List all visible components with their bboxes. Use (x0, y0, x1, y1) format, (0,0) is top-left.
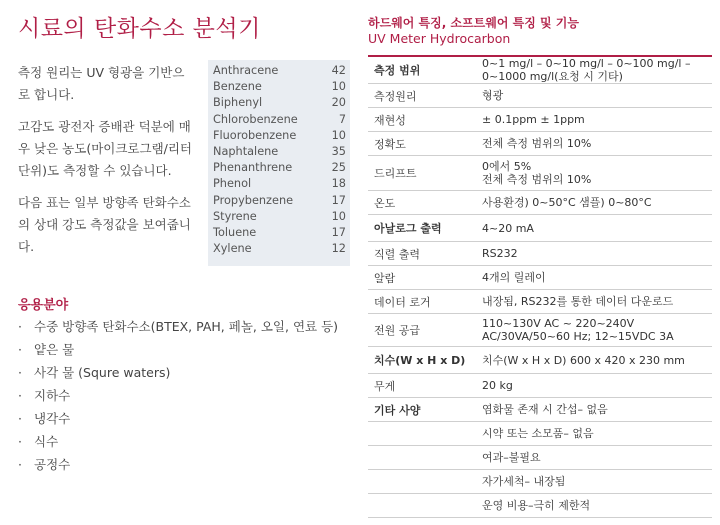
list-item (18, 386, 338, 409)
spec-value: 여과–불필요 (482, 451, 541, 464)
compound-intensity: 35 (331, 145, 346, 159)
bullet-icon: · (18, 342, 22, 357)
intensity-table (208, 60, 350, 266)
applications-title: 응용분야 (18, 298, 69, 313)
table-row (368, 470, 712, 494)
intensity-row (208, 128, 350, 144)
table-row (368, 266, 712, 290)
bullet-icon: · (18, 319, 22, 334)
table-row (368, 84, 712, 108)
intensity-row (208, 193, 350, 209)
intensity-row (208, 225, 350, 241)
intensity-row (208, 63, 350, 79)
spec-value: 0에서 5% 전체 측정 범위의 10% (482, 160, 592, 186)
applications-list (18, 317, 338, 478)
application-label: 얕은 물 (34, 342, 75, 357)
list-item (18, 409, 338, 432)
intro-paragraph: 측정 원리는 UV 형광을 기반으로 합니다. (18, 65, 185, 102)
page-title: 시료의 탄화수소 분석기 (18, 16, 261, 42)
spec-title: 하드웨어 특징, 소프트웨어 특징 및 기능 (368, 16, 579, 30)
compound-name: Chlorobenzene (213, 112, 298, 126)
table-row (368, 132, 712, 156)
spec-key: 아날로그 출력 (374, 222, 442, 235)
spec-value: 치수(W x H x D) 600 x 420 x 230 mm (482, 353, 685, 367)
spec-key: 온도 (374, 196, 396, 210)
spec-value: 내장됨, RS232를 통한 데이터 다운로드 (482, 295, 674, 308)
compound-name: Phenol (213, 177, 252, 191)
application-label: 수중 방향족 탄화수소(BTEX, PAH, 페놀, 오일, 연료 등) (34, 319, 339, 334)
compound-intensity: 25 (331, 161, 346, 175)
list-item (18, 317, 338, 340)
list-item (18, 455, 338, 478)
spec-value: RS232 (482, 247, 518, 260)
compound-name: Biphenyl (213, 96, 263, 110)
compound-intensity: 10 (331, 209, 346, 223)
spec-value: ± 0.1ppm ± 1ppm (482, 113, 585, 126)
compound-name: Anthracene (213, 64, 279, 77)
compound-name: Xylene (213, 242, 252, 256)
compound-intensity: 7 (338, 112, 346, 126)
spec-value: 형광 (482, 89, 504, 102)
spec-value: 20 kg (482, 379, 513, 392)
compound-intensity: 17 (331, 226, 346, 240)
table-row (368, 156, 712, 191)
bullet-icon: · (18, 388, 22, 403)
spec-value: 0~1 mg/l – 0~10 mg/l – 0~100 mg/l – 0~1000 mg/l(요청 시 기타) (482, 57, 691, 83)
table-row (368, 290, 712, 314)
compound-name: Fluorobenzene (213, 128, 297, 142)
bullet-icon: · (18, 434, 22, 449)
table-row (368, 446, 712, 470)
spec-subtitle: UV Meter Hydrocarbon (368, 31, 511, 46)
table-row (368, 374, 712, 398)
compound-intensity: 42 (331, 64, 346, 77)
intensity-row (208, 160, 350, 176)
application-label: 지하수 (34, 388, 71, 403)
table-row (368, 191, 712, 215)
compound-intensity: 12 (331, 242, 346, 256)
compound-intensity: 10 (331, 128, 346, 142)
compound-name: Naphtalene (213, 145, 279, 159)
spec-value: 시약 또는 소모품– 없음 (482, 427, 594, 440)
spec-key: 기타 사양 (374, 403, 421, 417)
table-row (368, 347, 712, 374)
intro-paragraph: 다음 표는 일부 방향족 탄화수소의 상대 강도 측정값을 보여줍니다. (18, 195, 191, 254)
table-row (368, 55, 712, 84)
intensity-row (208, 112, 350, 128)
list-item (18, 432, 338, 455)
table-row (368, 215, 712, 242)
compound-name: Styrene (213, 209, 257, 223)
application-label: 공정수 (34, 457, 71, 472)
table-row (368, 314, 712, 347)
spec-key: 드리프트 (374, 167, 417, 180)
spec-key: 치수(W x H x D) (374, 354, 466, 367)
table-row (368, 422, 712, 446)
spec-key: 정확도 (374, 137, 406, 151)
compound-intensity: 18 (331, 177, 346, 191)
intensity-row (208, 79, 350, 95)
intro-text (18, 62, 196, 268)
spec-key: 데이터 로거 (374, 295, 431, 309)
spec-value: 4~20 mA (482, 221, 534, 235)
spec-value: 자가세척– 내장됨 (482, 475, 566, 488)
intensity-row (208, 144, 350, 160)
compound-name: Toluene (213, 226, 257, 240)
spec-value: 110~130V AC ~ 220~240V AC/30VA/50~60 Hz; 12~15VDC 3A (482, 317, 674, 343)
spec-value: 4개의 릴레이 (482, 271, 546, 284)
spec-key: 직렬 출력 (374, 247, 421, 261)
spec-value: 사용환경) 0~50°C 샘플) 0~80°C (482, 196, 652, 209)
table-row (368, 242, 712, 266)
bullet-icon: · (18, 411, 22, 426)
intensity-row (208, 209, 350, 225)
bullet-icon: · (18, 365, 22, 380)
compound-intensity: 10 (331, 80, 346, 94)
spec-value: 염화물 존재 시 간섭– 없음 (482, 403, 608, 416)
compound-intensity: 17 (331, 193, 346, 207)
spec-table (368, 55, 712, 518)
bullet-icon: · (18, 457, 22, 472)
spec-value: 전체 측정 범위의 10% (482, 137, 592, 150)
list-item (18, 363, 338, 386)
list-item (18, 340, 338, 363)
intensity-row (208, 95, 350, 111)
spec-key: 측정 범위 (374, 64, 421, 77)
table-row (368, 108, 712, 132)
compound-name: Phenanthrene (213, 161, 293, 175)
table-row (368, 398, 712, 422)
table-row (368, 494, 712, 518)
application-label: 사각 물 (Squre waters) (34, 365, 171, 380)
intro-paragraph: 고감도 광전자 증배관 덕분에 매우 낮은 농도(마이크로그램/리터 단위)도 측정할 수 있습니다. (18, 119, 193, 178)
application-label: 식수 (34, 434, 59, 449)
spec-key: 측정원리 (374, 89, 417, 103)
compound-intensity: 20 (331, 96, 346, 110)
spec-key: 전원 공급 (374, 324, 421, 337)
compound-name: Propybenzene (213, 193, 294, 207)
spec-key: 알람 (374, 271, 396, 285)
spec-value: 운영 비용–극히 제한적 (482, 499, 591, 512)
compound-name: Benzene (213, 80, 262, 94)
intensity-row (208, 176, 350, 192)
spec-key: 무게 (374, 379, 396, 393)
application-label: 냉각수 (34, 411, 71, 426)
spec-key: 재현성 (374, 113, 406, 127)
intensity-row (208, 241, 350, 257)
